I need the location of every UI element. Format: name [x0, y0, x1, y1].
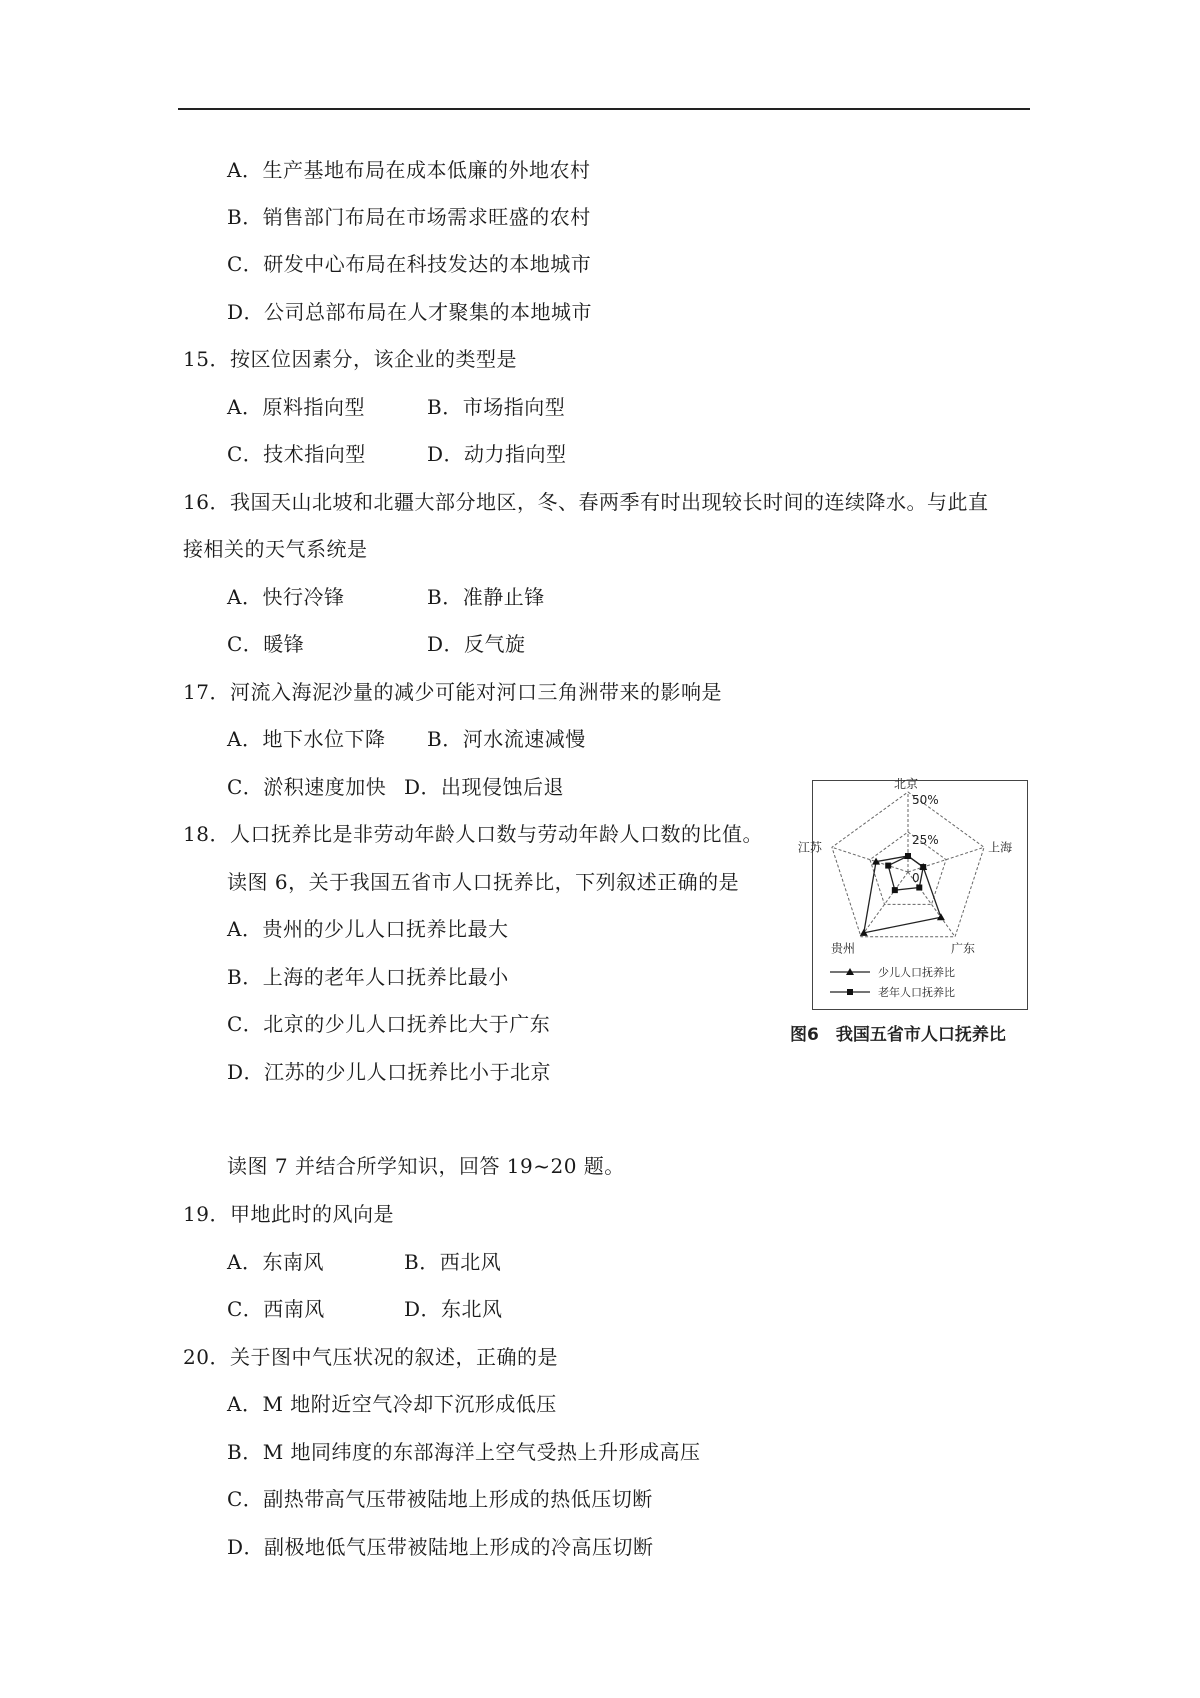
q16-option-c[interactable]: C．暖锋	[227, 632, 305, 656]
q19-option-b[interactable]: B．西北风	[404, 1250, 502, 1274]
radar-point-triangle	[937, 913, 945, 920]
q17-option-a[interactable]: A．地下水位下降	[227, 727, 386, 751]
q20-option-c[interactable]: C．副热带高气压带被陆地上形成的热低压切断	[227, 1487, 653, 1511]
q19-option-a[interactable]: A．东南风	[227, 1250, 324, 1274]
q15-stem: 15．按区位因素分，该企业的类型是	[183, 347, 517, 371]
q20-option-d[interactable]: D．副极地低气压带被陆地上形成的冷高压切断	[227, 1535, 654, 1559]
figure-6-caption: 图6 我国五省市人口抚养比	[790, 1025, 1006, 1045]
q16-stem-line1: 16．我国天山北坡和北疆大部分地区，冬、春两季有时出现较长时间的连续降水。与此直	[183, 490, 989, 514]
radar-axis-label: 北京	[894, 777, 919, 791]
radar-tick-label: 0	[912, 871, 920, 885]
q18-stem-line2: 读图 6，关于我国五省市人口抚养比，下列叙述正确的是	[227, 870, 740, 894]
q15-option-b[interactable]: B．市场指向型	[427, 395, 566, 419]
q18-option-c[interactable]: C．北京的少儿人口抚养比大于广东	[227, 1012, 551, 1036]
intro-19-20: 读图 7 并结合所学知识，回答 19~20 题。	[227, 1154, 625, 1178]
q18-option-d[interactable]: D．江苏的少儿人口抚养比小于北京	[227, 1060, 552, 1084]
q18-stem-line1: 18．人口抚养比是非劳动年龄人口数与劳动年龄人口数的比值。	[183, 822, 763, 846]
radar-tick-label: 50%	[912, 793, 939, 807]
radar-series-line-0	[864, 856, 941, 933]
q17-stem: 17．河流入海泥沙量的减少可能对河口三角洲带来的影响是	[183, 680, 722, 704]
legend-marker-square	[847, 989, 853, 995]
q20-stem: 20．关于图中气压状况的叙述，正确的是	[183, 1345, 558, 1369]
radar-point-square	[916, 885, 922, 891]
radar-tick-label: 25%	[912, 833, 939, 847]
q15-option-a[interactable]: A．原料指向型	[227, 395, 365, 419]
header-rule	[178, 108, 1030, 110]
radar-axis-label: 广东	[951, 941, 976, 956]
legend-label: 少儿人口抚养比	[878, 966, 955, 979]
radar-axis-label: 江苏	[797, 840, 822, 855]
q15-option-c[interactable]: C．技术指向型	[227, 442, 366, 466]
q17-option-d[interactable]: D．出现侵蚀后退	[404, 775, 565, 799]
q16-stem-line2: 接相关的天气系统是	[183, 537, 368, 561]
q16-option-b[interactable]: B．准静止锋	[427, 585, 545, 609]
q17-option-c[interactable]: C．淤积速度加快	[227, 775, 387, 799]
q20-option-a[interactable]: A．M 地附近空气冷却下沉形成低压	[227, 1392, 557, 1416]
q14-option-d[interactable]: D．公司总部布局在人才聚集的本地城市	[227, 300, 593, 324]
q16-option-d[interactable]: D．反气旋	[427, 632, 526, 656]
q19-option-d[interactable]: D．东北风	[404, 1297, 503, 1321]
q19-option-c[interactable]: C．西南风	[227, 1297, 325, 1321]
radar-point-square	[905, 853, 911, 859]
q20-option-b[interactable]: B．M 地同纬度的东部海洋上空气受热上升形成高压	[227, 1440, 701, 1464]
radar-spoke-4	[832, 847, 908, 872]
q18-option-a[interactable]: A．贵州的少儿人口抚养比最大	[227, 917, 509, 941]
figure-6	[790, 777, 1030, 1050]
radar-point-square	[920, 864, 926, 870]
q17-option-b[interactable]: B．河水流速减慢	[427, 727, 586, 751]
legend-label: 老年人口抚养比	[878, 986, 955, 999]
q14-option-a[interactable]: A．生产基地布局在成本低廉的外地农村	[227, 158, 591, 182]
q16-option-a[interactable]: A．快行冷锋	[227, 585, 345, 609]
radar-point-square	[892, 887, 898, 893]
q14-option-b[interactable]: B．销售部门布局在市场需求旺盛的农村	[227, 205, 591, 229]
radar-point-square	[885, 863, 891, 869]
radar-axis-label: 上海	[988, 840, 1013, 855]
radar-chart	[797, 777, 1028, 1010]
q19-stem: 19．甲地此时的风向是	[183, 1202, 394, 1226]
radar-axis-label: 贵州	[830, 941, 855, 956]
q15-option-d[interactable]: D．动力指向型	[427, 442, 567, 466]
radar-spoke-3	[861, 872, 908, 937]
q14-option-c[interactable]: C．研发中心布局在科技发达的本地城市	[227, 252, 592, 276]
q18-option-b[interactable]: B．上海的老年人口抚养比最小	[227, 965, 509, 989]
